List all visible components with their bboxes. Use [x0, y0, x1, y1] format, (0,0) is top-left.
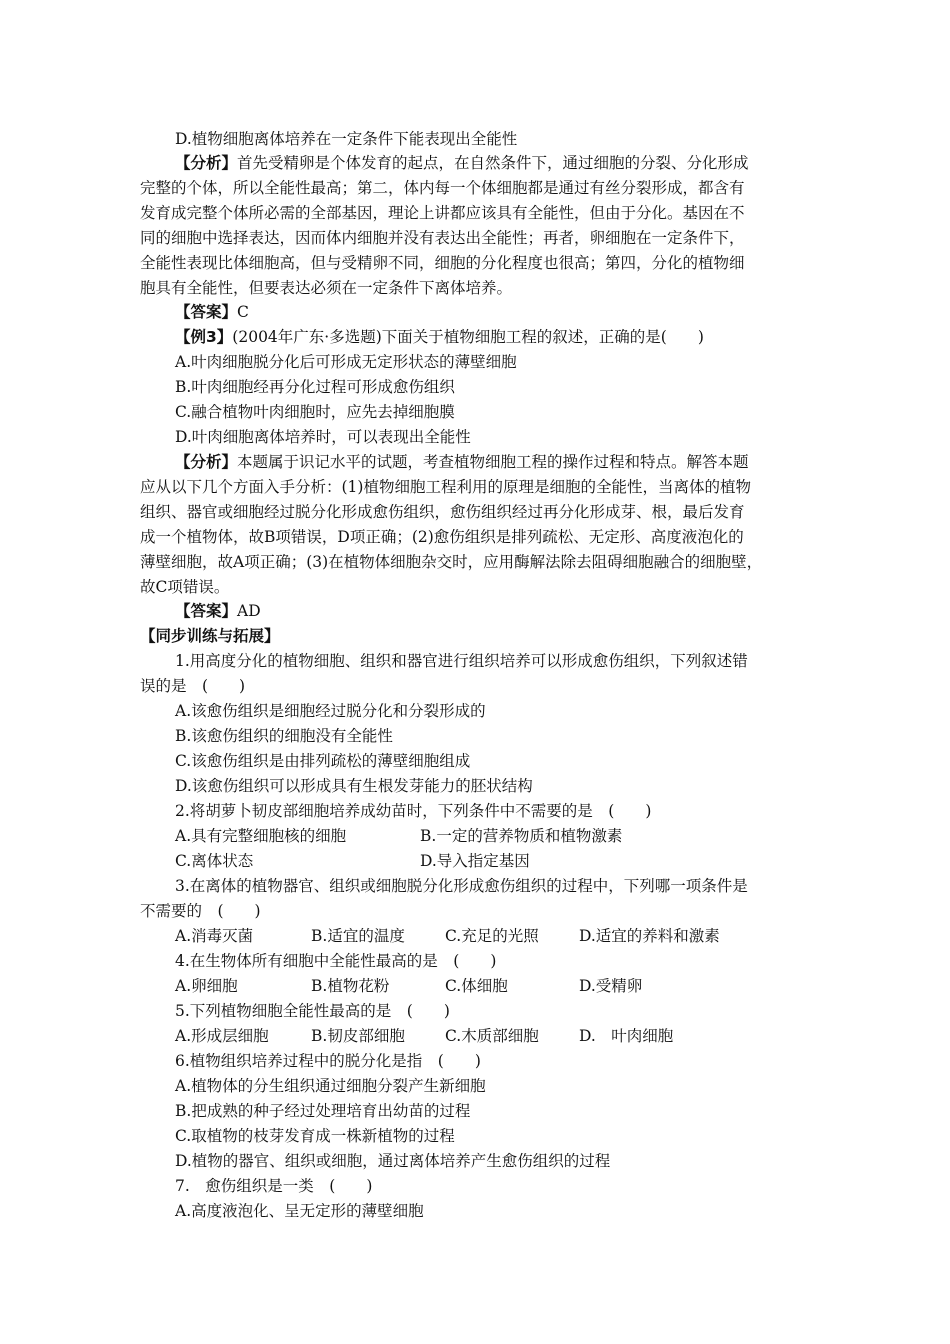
- option-line: A.叶肉细胞脱分化后可形成无定形状态的薄壁细胞: [175, 353, 517, 371]
- example-heading: [175, 325, 704, 349]
- analysis-tag: 【分析】: [175, 154, 238, 172]
- question-line: 误的是 ( ): [140, 677, 246, 695]
- text-line: 故C项错误。: [140, 578, 230, 596]
- text-line: 完整的个体，所以全能性最高；第二，体内每一个体细胞都是通过有丝分裂形成，都含有: [140, 179, 745, 197]
- option-line: A.形成层细胞: [175, 1027, 269, 1045]
- text-line: 成一个植物体，故B项错误，D项正确；(2)愈伤组织是排列疏松、无定形、高度液泡化的: [140, 528, 744, 546]
- question-line: 3.在离体的植物器官、组织或细胞脱分化形成愈伤组织的过程中，下列哪一项条件是: [175, 877, 748, 895]
- option-line: B.植物花粉: [311, 977, 390, 995]
- text-line: 发育成完整个体所必需的全部基因，理论上讲都应该具有全能性，但由于分化。基因在不: [140, 204, 745, 222]
- option-line: D.叶肉细胞离体培养时，可以表现出全能性: [175, 428, 471, 446]
- question-line: 5.下列植物细胞全能性最高的是 ( ): [175, 1002, 450, 1020]
- analysis-paragraph: [175, 151, 749, 175]
- question-line: 2.将胡萝卜韧皮部细胞培养成幼苗时，下列条件中不需要的是 ( ): [175, 802, 652, 820]
- answer-value: C: [237, 303, 249, 321]
- option-line: A.具有完整细胞核的细胞: [175, 827, 347, 845]
- option-line: B.韧皮部细胞: [311, 1027, 405, 1045]
- text-line: 胞具有全能性，但要表达必须在一定条件下离体培养。: [140, 279, 513, 297]
- option-line: B.适宜的温度: [311, 927, 405, 945]
- question-line: 1.用高度分化的植物细胞、组织和器官进行组织培养可以形成愈伤组织，下列叙述错: [175, 652, 748, 670]
- option-line: D.植物的器官、组织或细胞，通过离体培养产生愈伤组织的过程: [175, 1152, 611, 1170]
- text-line: 同的细胞中选择表达，因而体内细胞并没有表达出全能性；再者，卵细胞在一定条件下，: [140, 229, 745, 247]
- question-line: 不需要的 ( ): [140, 902, 261, 920]
- option-line: A.消毒灭菌: [175, 927, 254, 945]
- option-line: D.适宜的养料和激素: [579, 927, 720, 945]
- analysis-tag: 【分析】: [175, 453, 238, 471]
- option-line: C.木质部细胞: [445, 1027, 539, 1045]
- option-line: A.植物体的分生组织通过细胞分裂产生新细胞: [175, 1077, 486, 1095]
- example-text: (2004年广东·多选题)下面关于植物细胞工程的叙述，正确的是( ): [232, 328, 704, 346]
- option-line: C.融合植物叶肉细胞时，应先去掉细胞膜: [175, 403, 455, 421]
- option-line: A.卵细胞: [175, 977, 238, 995]
- question-line: 4.在生物体所有细胞中全能性最高的是 ( ): [175, 952, 497, 970]
- answer-line: [175, 599, 261, 623]
- option-line: B.该愈伤组织的细胞没有全能性: [175, 727, 393, 745]
- option-line: C.充足的光照: [445, 927, 539, 945]
- option-line: D. 叶肉细胞: [579, 1027, 674, 1045]
- text-line: 本题属于识记水平的试题，考查植物细胞工程的操作过程和特点。解答本题: [237, 453, 749, 471]
- option-line: B.把成熟的种子经过处理培育出幼苗的过程: [175, 1102, 471, 1120]
- answer-tag: 【答案】: [175, 602, 238, 620]
- section-heading: 【同步训练与拓展】: [140, 627, 280, 645]
- option-line: A.该愈伤组织是细胞经过脱分化和分裂形成的: [175, 702, 486, 720]
- option-line: B.一定的营养物质和植物激素: [420, 827, 623, 845]
- option-line: D.植物细胞离体培养在一定条件下能表现出全能性: [175, 130, 518, 148]
- option-line: C.体细胞: [445, 977, 508, 995]
- example-tag: 【例3】: [175, 328, 233, 346]
- answer-line: [175, 300, 249, 324]
- option-line: B.叶肉细胞经再分化过程可形成愈伤组织: [175, 378, 455, 396]
- question-line: 7. 愈伤组织是一类 ( ): [175, 1177, 373, 1195]
- answer-value: AD: [237, 602, 261, 620]
- option-line: C.该愈伤组织是由排列疏松的薄壁细胞组成: [175, 752, 471, 770]
- question-line: 6.植物组织培养过程中的脱分化是指 ( ): [175, 1052, 481, 1070]
- text-line: 首先受精卵是个体发育的起点，在自然条件下，通过细胞的分裂、分化形成: [237, 154, 749, 172]
- analysis-paragraph: [175, 450, 749, 474]
- option-line: D.导入指定基因: [420, 852, 530, 870]
- text-line: 薄壁细胞，故A项正确；(3)在植物体细胞杂交时，应用酶解法除去阻碍细胞融合的细胞壁，: [140, 553, 763, 571]
- text-line: 组织、器官或细胞经过脱分化形成愈伤组织，愈伤组织经过再分化形成芽、根，最后发育: [140, 503, 745, 521]
- option-line: D.受精卵: [579, 977, 643, 995]
- text-line: 应从以下几个方面入手分析：(1)植物细胞工程利用的原理是细胞的全能性，当离体的植物: [140, 478, 751, 496]
- answer-tag: 【答案】: [175, 303, 238, 321]
- text-line: 全能性表现比体细胞高，但与受精卵不同，细胞的分化程度也很高；第四，分化的植物细: [140, 254, 745, 272]
- option-line: D.该愈伤组织可以形成具有生根发芽能力的胚状结构: [175, 777, 533, 795]
- option-line: C.离体状态: [175, 852, 254, 870]
- option-line: C.取植物的枝芽发育成一株新植物的过程: [175, 1127, 455, 1145]
- option-line: A.高度液泡化、呈无定形的薄壁细胞: [175, 1202, 424, 1220]
